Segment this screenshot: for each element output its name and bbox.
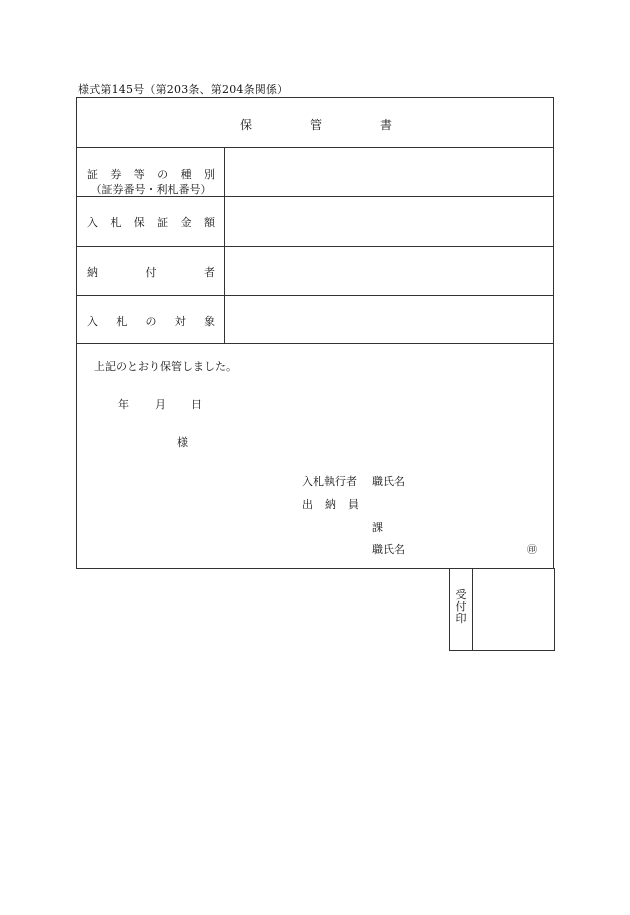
receipt-label-char: 印 xyxy=(455,612,467,625)
row-payer xyxy=(77,247,553,296)
row-security-type xyxy=(77,148,553,197)
row-label xyxy=(77,148,225,196)
date-year-label: 年 xyxy=(118,398,129,411)
row-label xyxy=(77,296,225,343)
seal-mark: ㊞ xyxy=(527,545,537,556)
receipt-label-char: 付 xyxy=(455,600,467,613)
bid-subject-field[interactable] xyxy=(225,296,553,343)
addressee-suffix: 様 xyxy=(177,436,188,449)
cashier-label-char: 納 xyxy=(325,498,336,511)
bid-executor-label: 入札執行者 xyxy=(302,475,357,488)
date-day-label: 日 xyxy=(191,398,202,411)
label-char: 対 xyxy=(174,315,186,328)
label-char: 額 xyxy=(203,216,215,229)
cashier-label-char: 員 xyxy=(348,498,359,511)
receipt-label-char: 受 xyxy=(455,588,467,601)
label-char: 種 xyxy=(180,168,192,181)
title-char: 管 xyxy=(310,118,323,132)
label-char: 入 xyxy=(87,216,98,229)
label-char: 札 xyxy=(110,216,122,229)
date-month-label: 月 xyxy=(155,398,166,411)
form-caption: 様式第145号（第203条、第204条関係） xyxy=(78,83,289,96)
label-char: 金 xyxy=(180,216,192,229)
security-type-field[interactable] xyxy=(225,148,553,196)
label-char: の xyxy=(145,315,157,328)
receipt-label xyxy=(450,569,473,650)
label-char: 象 xyxy=(204,315,215,328)
label-char: 者 xyxy=(204,266,215,279)
label-char: 保 xyxy=(133,216,145,229)
cashier-label-char: 出 xyxy=(302,498,313,511)
row-bid-subject xyxy=(77,296,553,344)
section-label: 課 xyxy=(372,521,383,534)
receipt-stamp-area[interactable] xyxy=(473,569,554,650)
payer-field[interactable] xyxy=(225,247,553,295)
label-char: 証 xyxy=(157,216,169,229)
bid-deposit-amount-field[interactable] xyxy=(225,197,553,246)
label-char: の xyxy=(157,168,169,181)
label-sub: （証券番号・利札番号） xyxy=(90,183,212,196)
label-char: 札 xyxy=(116,315,128,328)
row-label xyxy=(77,197,225,246)
label-char: 等 xyxy=(133,168,145,181)
label-char: 証 xyxy=(87,168,98,181)
label-char: 券 xyxy=(110,168,122,181)
statement-text: 上記のとおり保管しました。 xyxy=(94,360,237,373)
title-char: 保 xyxy=(240,118,253,132)
label-char: 別 xyxy=(203,168,215,181)
title-char: 書 xyxy=(380,118,393,132)
form-title xyxy=(77,98,553,148)
cashier-name-label: 職氏名 xyxy=(372,543,405,556)
row-bid-deposit-amount xyxy=(77,197,553,247)
row-label xyxy=(77,247,225,295)
receipt-stamp-box xyxy=(449,568,555,651)
label-char: 入 xyxy=(87,315,98,328)
label-char: 納 xyxy=(87,266,98,279)
custody-form xyxy=(76,97,554,569)
executor-name-label: 職氏名 xyxy=(372,475,405,488)
label-char: 付 xyxy=(145,266,157,279)
